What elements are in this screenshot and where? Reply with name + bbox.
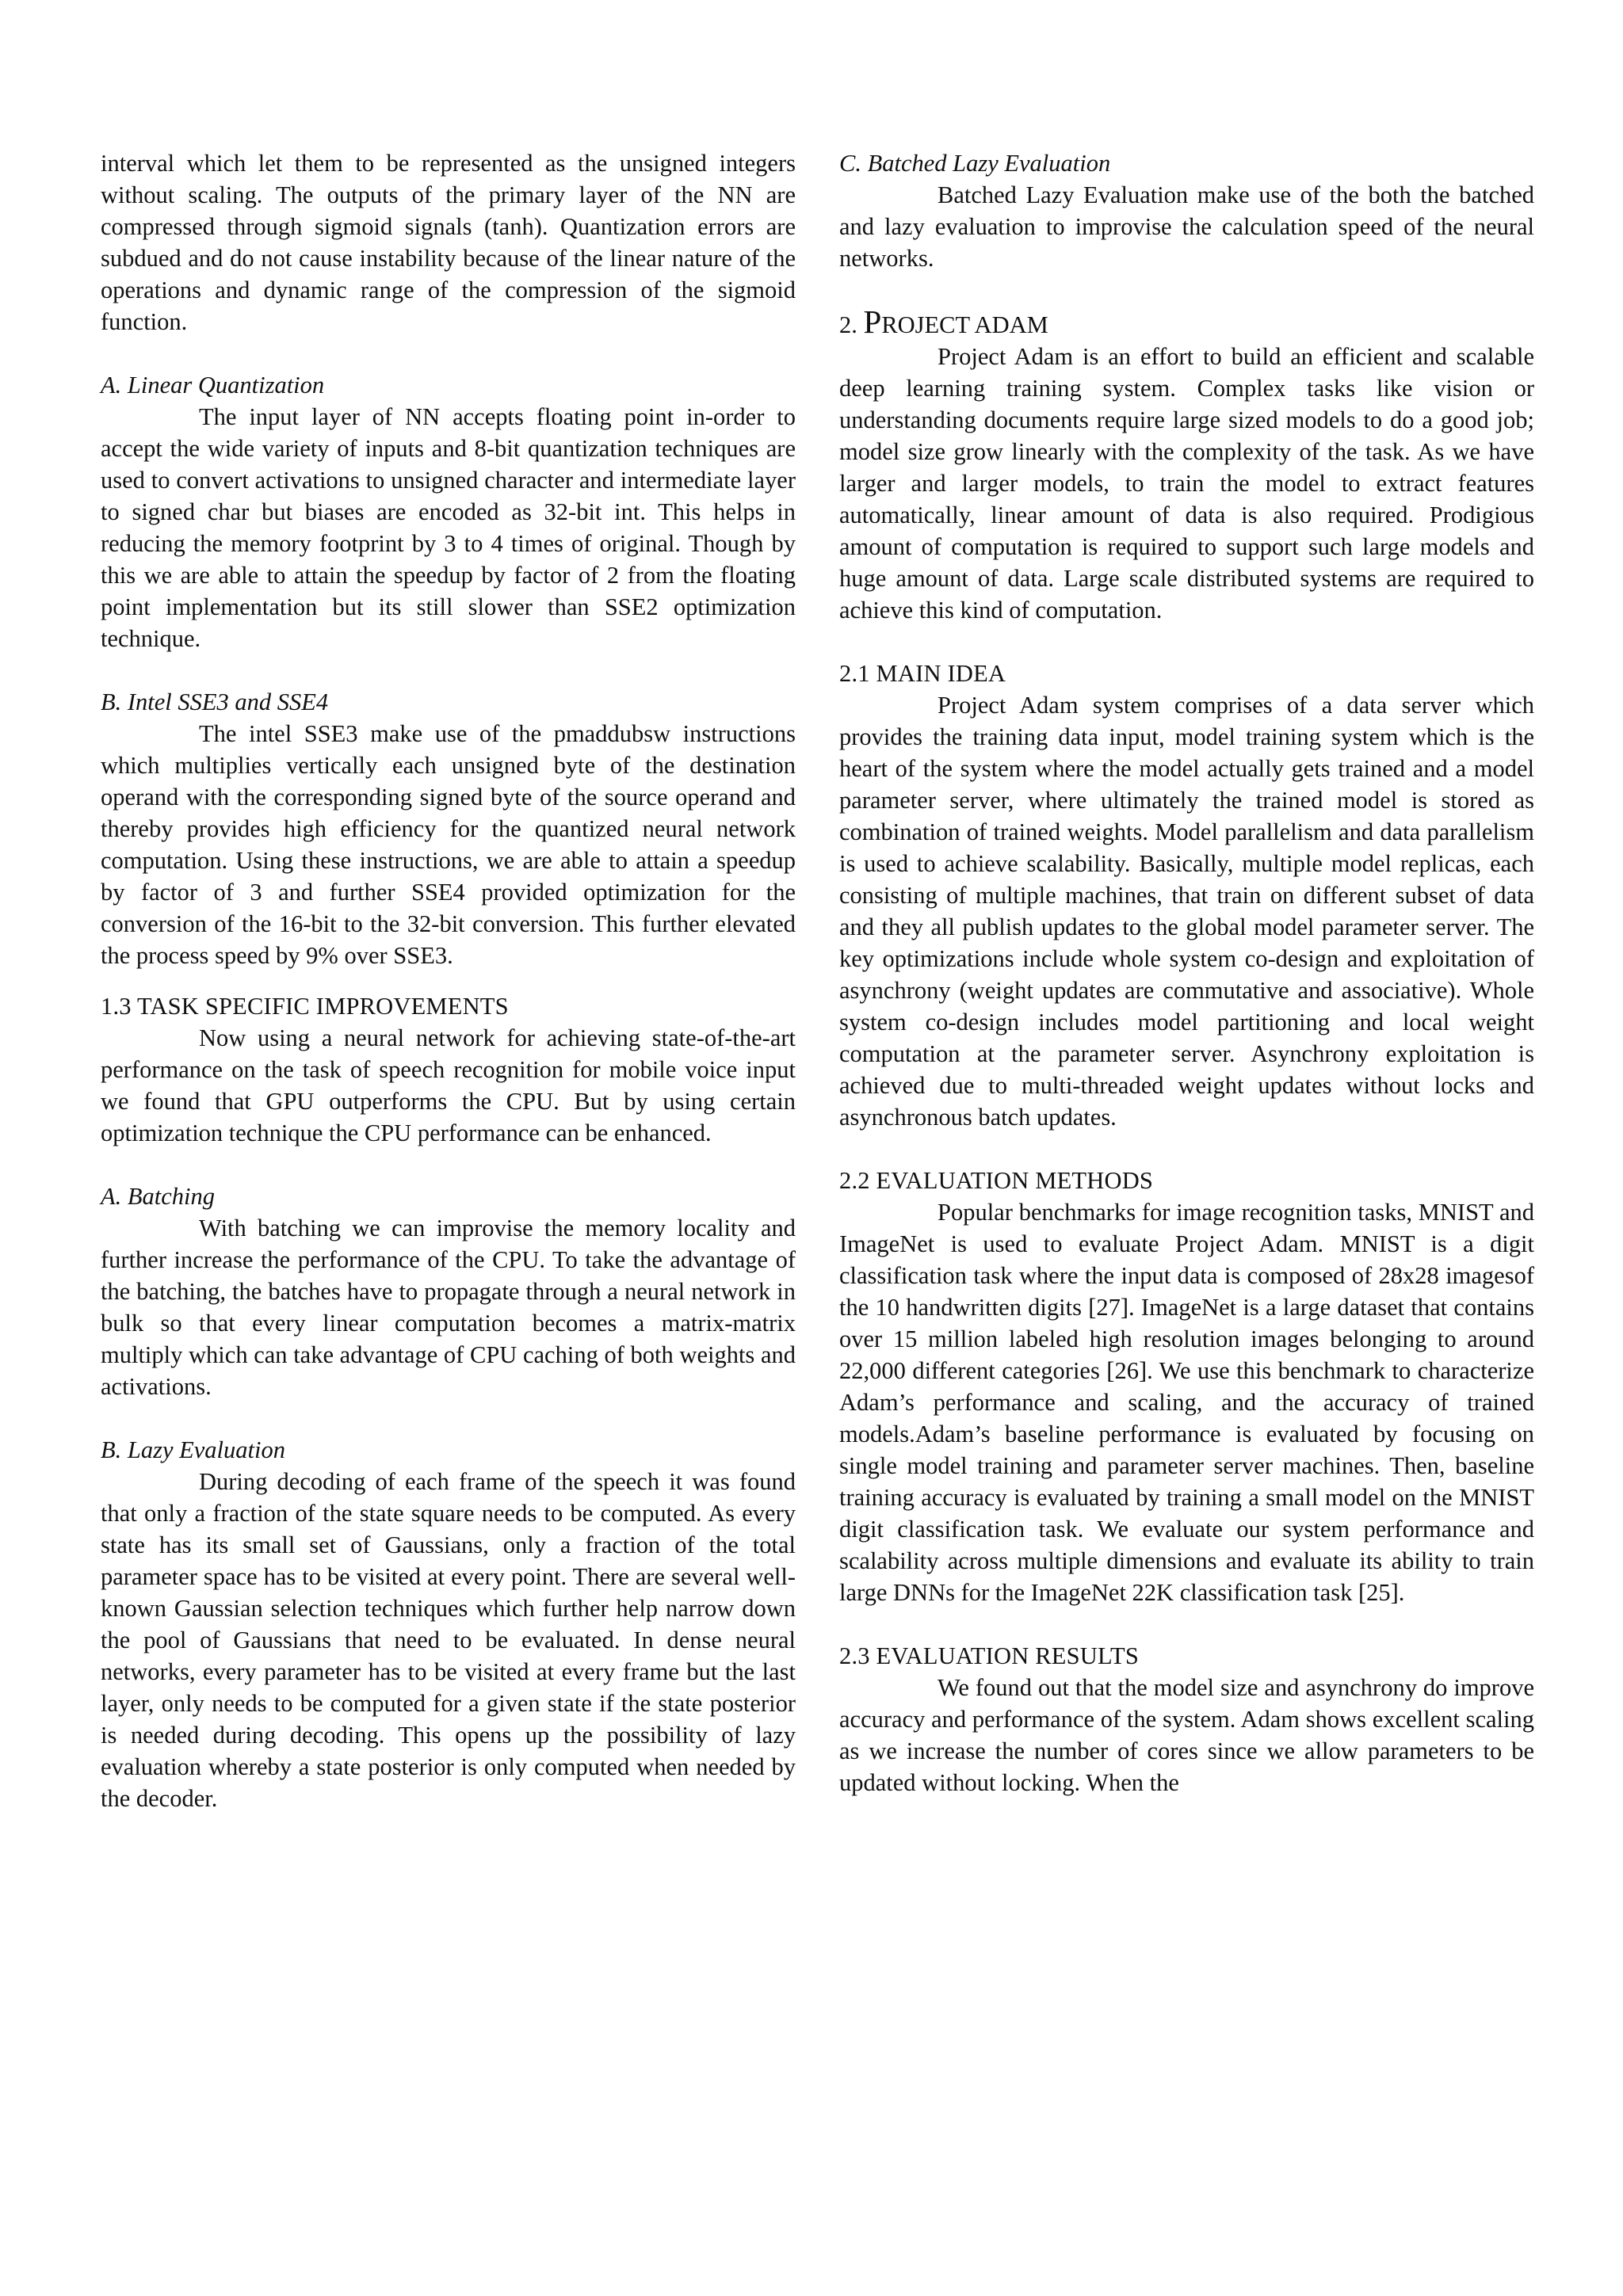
evaluation-methods-body: Popular benchmarks for image recognition tasks, MNIST and ImageNet is used to evaluate Project Adam. MNIST is a digit classification task where the input data is composed of 28x28 imagesof the 10 handwritten digits [27]. ImageNet is a large dataset that contains over 15 million labeled high resolution images belonging to around 22,000 different categories [26]. We use this benchmark to characterize Adam’s performance and scaling, and the accuracy of trained models.Adam’s baseline performance is evaluated by focusing on single model training and parameter server machines. Then, baseline training accuracy is evaluated by training a small model on the MNIST digit classification task. We evaluate our system performance and scalability across multiple dimensions and evaluate its ability to train large DNNs for the ImageNet 22K classification task [25]. [839, 1199, 1534, 1606]
task-specific-heading: 1.3 TASK SPECIFIC IMPROVEMENTS [101, 993, 509, 1020]
lazy-evaluation-heading: B. Lazy Evaluation [101, 1436, 285, 1463]
batched-lazy-heading: C. Batched Lazy Evaluation [839, 150, 1111, 177]
linear-quantization-body: The input layer of NN accepts floating point in-order to accept the wide variety of inputs and 8-bit quantization techniques are used to convert activations to unsigned character and intermediate layer to signed char but biases are encoded as 32-bit int. This helps in reducing the memory footprint by 3 to 4 times of original. Though by this we are able to attain the speedup by factor of 2 from the floating point implementation but its still slower than SSE2 optimization technique. [101, 403, 796, 652]
batching-body: With batching we can improvise the memory locality and further increase the performance of the CPU. To take the advantage of the batching, the batches have to propagate through a neural network in bulk so that every linear computation becomes a matrix-matrix multiply which can take advantage of CPU caching of both weights and activations. [101, 1215, 796, 1400]
evaluation-results-heading: 2.3 EVALUATION RESULTS [839, 1642, 1140, 1669]
evaluation-methods-heading: 2.2 EVALUATION METHODS [839, 1167, 1154, 1194]
intel-sse-heading: B. Intel SSE3 and SSE4 [101, 688, 329, 715]
intel-sse-body: The intel SSE3 make use of the pmaddubsw instructions which multiplies vertically each unsigned byte of the destination operand with the corresponding signed byte of the source operand and thereby provides high efficiency for the quantized neural network computation. Using these instructions, we are able to attain a speedup by factor of 3 and further SSE4 provided optimization for the conversion of the 16-bit to the 32-bit conversion. This further elevated the process speed by 9% over SSE3. [101, 720, 796, 969]
left-column [101, 147, 796, 1814]
main-idea-heading: 2.1 MAIN IDEA [839, 660, 1006, 687]
evaluation-results-body: We found out that the model size and asynchrony do improve accuracy and performance of the system. Adam shows excellent scaling as we increase the number of cores since we allow parameters to be updated without locking. When the [839, 1674, 1534, 1796]
batched-lazy-body: Batched Lazy Evaluation make use of the both the batched and lazy evaluation to improvise the calculation speed of the neural networks. [839, 181, 1534, 272]
project-adam-body: Project Adam is an effort to build an efficient and scalable deep learning training system. Complex tasks like vision or understanding documents require large sized models to do a good job; model size grow linearly with the complexity of the task. As we have larger and larger models, to train the model to extract features automatically, linear amount of data is also required. Prodigious amount of computation is required to support such large models and huge amount of data. Large scale distributed systems are required to achieve this kind of computation. [839, 343, 1534, 624]
linear-quantization-heading: A. Linear Quantization [101, 372, 325, 399]
intro-paragraph: interval which let them to be represented as the unsigned integers without scaling. The outputs of the primary layer of the NN are compressed through sigmoid signals (tanh). Quantization errors are subdued and do not cause instability because of the linear nature of the operations and dynamic range of the compression of the sigmoid function. [101, 150, 796, 335]
batching-heading: A. Batching [101, 1183, 215, 1210]
lazy-evaluation-body: During decoding of each frame of the speech it was found that only a fraction of the state square needs to be computed. As every state has its small set of Gaussians, only a fraction of the total parameter space has to be visited at every point. There are several well-known Gaussian selection techniques which further help narrow down the pool of Gaussians that need to be evaluated. In dense neural networks, every parameter has to be visited at every frame but the last layer, only needs to be computed for a given state if the state posterior is needed during decoding. This opens up the possibility of lazy evaluation whereby a state posterior is only computed when needed by the decoder. [101, 1468, 796, 1812]
right-column [839, 147, 1534, 1798]
project-adam-rest: ROJECT ADAM [881, 311, 1048, 338]
project-adam-initial: P [863, 303, 882, 340]
project-adam-heading [839, 303, 1534, 341]
task-specific-body: Now using a neural network for achieving state-of-the-art performance on the task of speech recognition for mobile voice input we found that GPU outperforms the CPU. But by using certain optimization technique the CPU performance can be enhanced. [101, 1024, 796, 1146]
main-idea-body: Project Adam system comprises of a data server which provides the training data input, model training system which is the heart of the system where the model actually gets trained and a model parameter server, where ultimately the trained model is stored as combination of trained weights. Model parallelism and data parallelism is used to achieve scalability. Basically, multiple model replicas, each consisting of multiple machines, that train on different subset of data and they all publish updates to the global model parameter server. The key optimizations include whole system co-design and exploitation of asynchrony (weight updates are commutative and associative). Whole system co-design includes model partitioning and local weight computation at the parameter server. Asynchrony exploitation is achieved due to multi-threaded weight updates without locks and asynchronous batch updates. [839, 692, 1534, 1131]
project-adam-number: 2. [839, 311, 857, 338]
